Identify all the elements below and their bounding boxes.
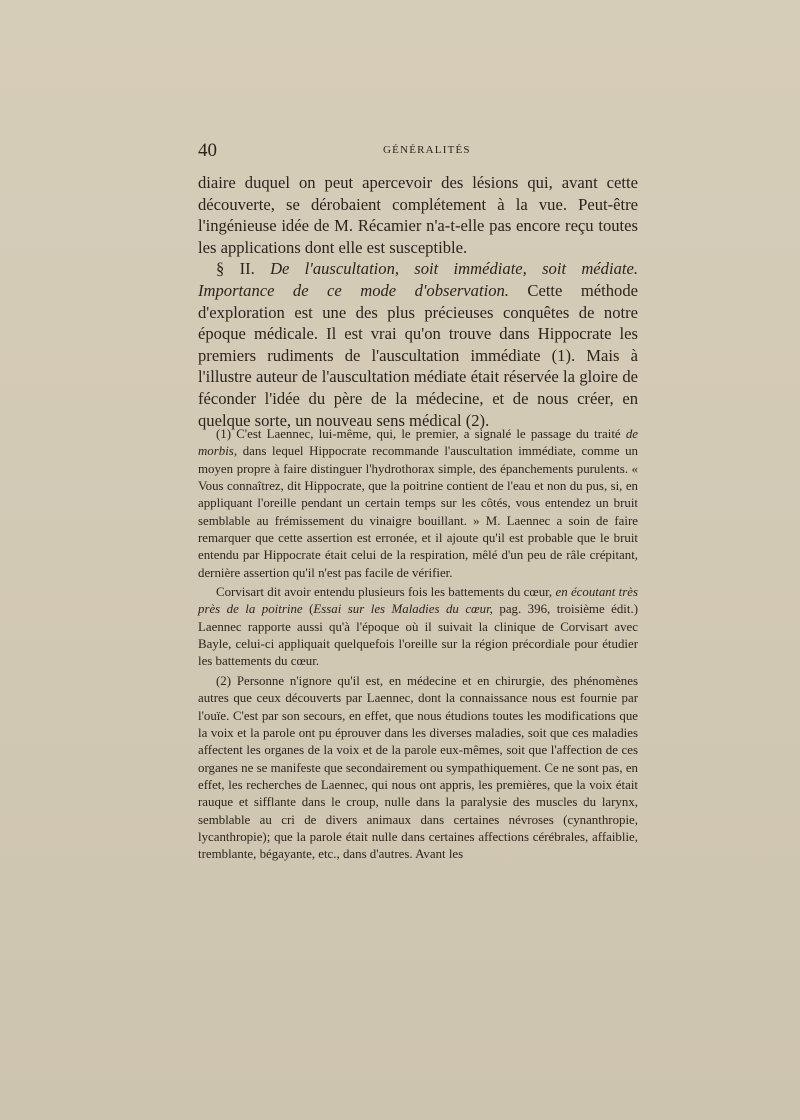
section-number: § II. [216, 259, 255, 279]
page-number: 40 [198, 140, 217, 161]
footnote-1c-text-a: Corvisart dit avoir entendu plusieurs fois les battements du cœur, [216, 585, 553, 600]
paragraph-continued: diaire duquel on peut apercevoir des lésions qui, avant cette découverte, se dérobaient complétement à la vue. Peut-être l'ingénieuse idée de M. Récamier n'a-t-elle pas encore reçu toutes les applications dont elle est susceptible. [198, 173, 638, 257]
section-title: De l'auscultation, soit immédiate, soit médiate. Importance de ce mode d'observation. [198, 259, 639, 300]
footnote-1 [198, 426, 638, 582]
footnotes [198, 426, 638, 864]
running-head: GÉNÉRALITÉS [383, 144, 471, 156]
paragraph-section-ii [198, 258, 638, 431]
page-header [198, 140, 638, 164]
footnote-1c-paren: ( [309, 602, 314, 617]
main-text [198, 172, 638, 431]
footnote-1c-italic-2: Essai sur les Maladies du cœur, [313, 602, 493, 617]
footnote-2: (2) Personne n'ignore qu'il est, en médecine et en chirurgie, des phénomènes autres que ceux découverts par Laennec, dont la connaissance nous est fournie par l'ouïe. C'est par son secours, en effet, que nous étudions toutes les modifications que la voix et la parole ont pu éprouver dans les diverses maladies, soit que ces maladies affectent les organes de la voix et de la parole eux-mêmes, soit que l'affection de ces organes ne se manifeste que secondairement ou sympathiquement. Ce ne sont pas, en effet, les recherches de Laennec, qui nous ont appris, les premières, que la voix était rauque et sifflante dans le croup, nulle dans la paralysie des muscles du larynx, semblable au cri de divers animaux dans certaines névroses (cynanthropie, lycanthropie); que la parole était nulle dans certaines affections cérébrales, affaiblie, tremblante, bégayante, etc., dans d'autres. Avant les [198, 673, 638, 862]
footnote-1c-italic-1: en écoutant très près de la poitrine [198, 585, 638, 617]
footnote-1-text-a: (1) C'est Laennec, lui-même, qui, le premier, a signalé le passage du traité [216, 427, 621, 441]
footnote-1c-text-c: pag. 396, troisième édit.) Laennec rapporte aussi qu'à l'époque où il suivait la clinique de Corvisart avec Bayle, celui-ci appliquait quelquefois l'oreille sur la région précordiale pour étudier les battements du cœur. [198, 602, 638, 669]
footnote-1-text-b: dans lequel Hippocrate recommande l'auscultation immédiate, comme un moyen propre à faire distinguer l'hydrothorax simple, des épanchements purulents. « Vous connaîtrez, dit Hippocrate, que la poitrine contient de l'eau et non du pus, si, en appliquant l'oreille pendant un certain temps sur les côtés, vous entendez un bruit semblable au frémissement du vinaigre bouillant. » M. Laennec a soin de faire remarquer que cette assertion est erronée, et il ajoute qu'il est probable que le bruit entendu par Hippocrate était celui de la respiration, mêlé d'un peu de râle crépitant, dernière assertion qu'il n'est pas facile de vérifier. [198, 444, 638, 580]
footnote-1-continued [198, 584, 638, 671]
section-body: Cette méthode d'exploration est une des plus précieuses conquêtes de notre époque médicale. Il est vrai qu'on trouve dans Hippocrate les premiers rudiments de l'auscultation immédiate (1). Mais à l'illustre auteur de l'auscultation médiate était réservée la gloire de féconder l'idée du père de la médecine, et de nous créer, en quelque sorte, un nouveau sens médical (2). [198, 280, 638, 430]
footnote-1-italic: de morbis, [198, 427, 638, 459]
